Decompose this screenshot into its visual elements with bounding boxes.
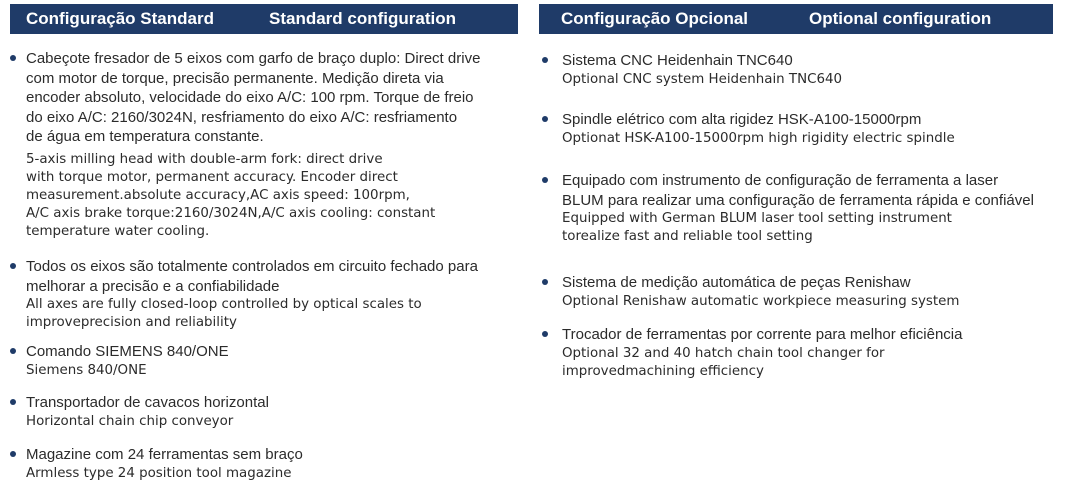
bullet-icon: [542, 279, 548, 285]
header-title-pt: Configuração Opcional: [561, 9, 749, 28]
list-item: [539, 110, 1053, 148]
bullet-icon: [542, 57, 548, 63]
bullet-icon: [542, 177, 548, 183]
bullet-icon: [542, 331, 548, 337]
list-item: [10, 393, 518, 431]
list-item: [10, 445, 518, 483]
item-text-en: Optional CNC system Heidenhain TNC640: [562, 71, 843, 87]
list-item: [539, 273, 1053, 311]
header-title-pt: Configuração Standard: [26, 9, 214, 28]
item-text-pt: Todos os eixos são totalmente controlados em circuito fechado para melhorar a precisão e a confiabilidade: [26, 258, 478, 295]
item-text-pt: Cabeçote fresador de 5 eixos com garfo de braço duplo: Direct drive com motor de torque, precisão permanente. Medição direta via encoder absoluto, velocidade do eixo A/C: 100 rpm. Torque de freio do eixo A/C: 2160/3024N, resfriamento do eixo A/C: resfriamento de água em temperatura constante.: [26, 50, 481, 145]
list-item: [539, 325, 1053, 381]
bullet-icon: [542, 116, 548, 122]
item-text-pt: Sistema de medição automática de peças Renishaw: [562, 274, 911, 291]
item-text-pt: Equipado com instrumento de configuração de ferramenta a laser BLUM para realizar uma configuração de ferramenta rápida e confiável: [562, 172, 1034, 209]
item-text-en: Siemens 840/ONE: [26, 362, 147, 378]
item-text-en: Armless type 24 position tool magazine: [26, 465, 292, 481]
item-text-en: Optionat HSK-A100-15000rpm high rigidity electric spindle: [562, 130, 955, 146]
header-title-en: Optional configuration: [809, 9, 992, 28]
list-item: [10, 257, 518, 332]
item-text-en: Optional Renishaw automatic workpiece measuring system: [562, 293, 960, 309]
bullet-icon: [10, 263, 16, 269]
list-item: [10, 342, 518, 380]
bullet-icon: [10, 451, 16, 457]
item-text-en: All axes are fully closed-loop controlled by optical scales to improveprecision and reliability: [26, 297, 422, 330]
item-text-pt: Spindle elétrico com alta rigidez HSK-A100-15000rpm: [562, 111, 922, 128]
item-text-pt: Transportador de cavacos horizontal: [26, 394, 269, 411]
item-text-pt: Trocador de ferramentas por corrente para melhor eficiência: [562, 326, 963, 343]
list-item: [539, 51, 1053, 89]
item-text-pt: Magazine com 24 ferramentas sem braço: [26, 446, 303, 463]
item-text-pt: Sistema CNC Heidenhain TNC640: [562, 52, 793, 69]
bullet-icon: [10, 348, 16, 354]
item-text-en: 5-axis milling head with double-arm fork: direct drive with torque motor, permanent accuracy. Encoder direct measurement.absolute accuracy,AC axis speed: 100rpm, A/C axis brake torque:2160/3024N,A/C axis cooling: constant temperature water cooling.: [26, 151, 436, 239]
item-text-en: Optional 32 and 40 hatch chain tool changer for improvedmachining efficiency: [562, 345, 885, 379]
item-text-en: Equipped with German BLUM laser tool setting instrument torealize fast and reliable tool setting: [562, 211, 952, 244]
optional-configuration-section: [539, 4, 1053, 379]
bullet-icon: [10, 399, 16, 405]
item-text-pt: Comando SIEMENS 840/ONE: [26, 343, 229, 360]
standard-configuration-section: [10, 4, 518, 481]
list-item: [10, 49, 518, 241]
bullet-icon: [10, 55, 16, 61]
list-item: [539, 171, 1053, 246]
standard-configuration-header: [10, 4, 518, 34]
header-title-en: Standard configuration: [269, 9, 456, 28]
item-text-en: Horizontal chain chip conveyor: [26, 413, 234, 429]
optional-configuration-header: [539, 4, 1053, 34]
